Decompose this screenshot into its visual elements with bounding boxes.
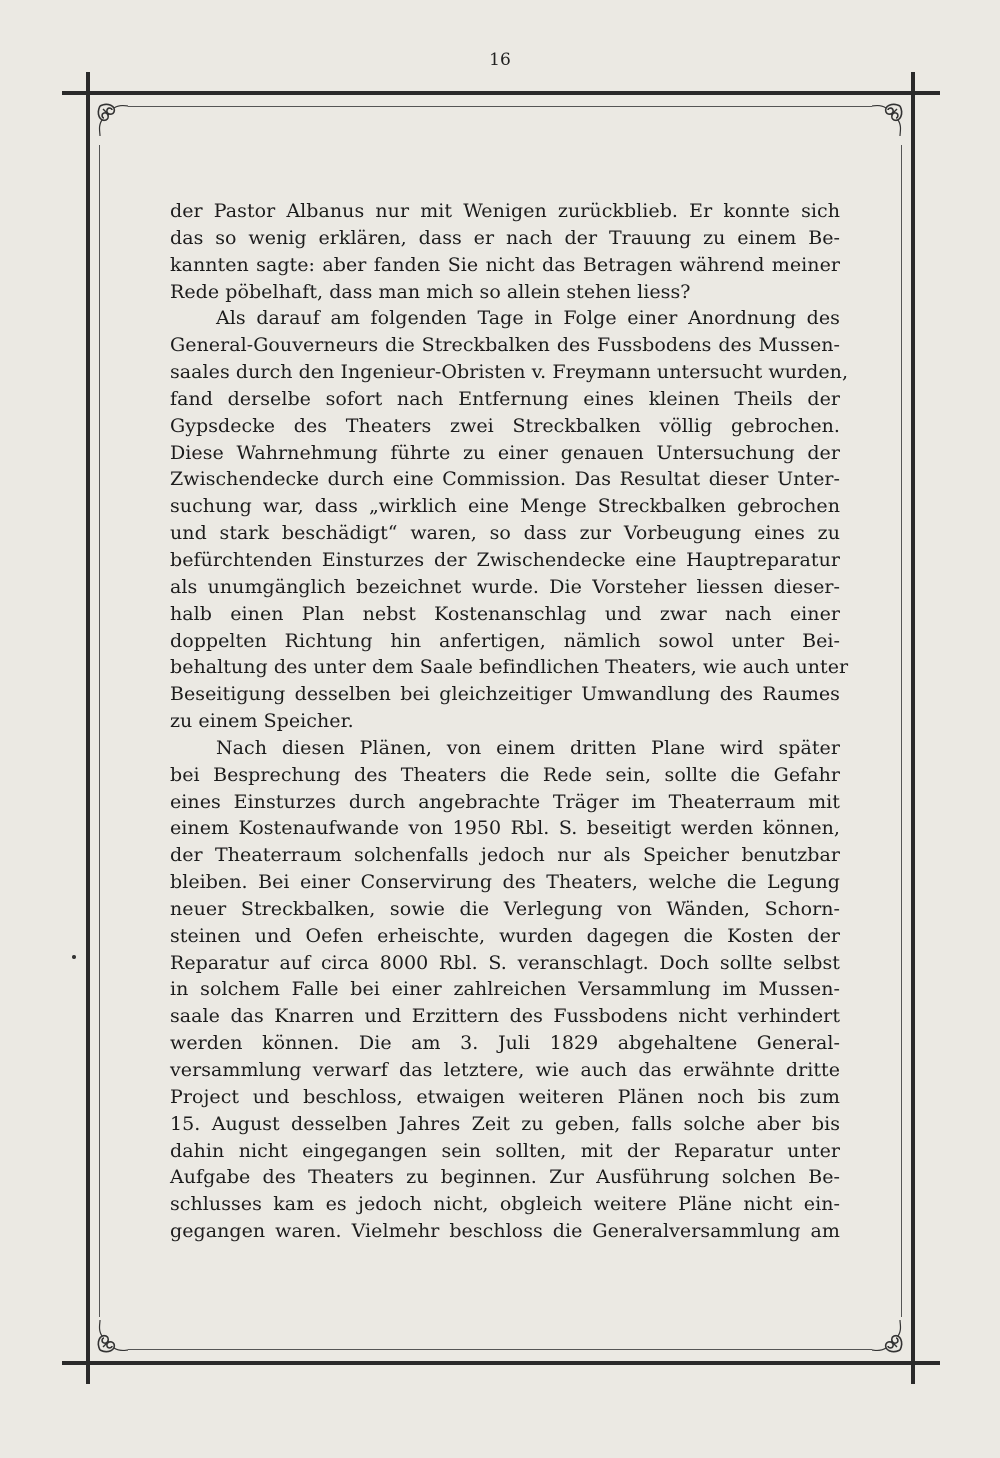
text-line: einem Kostenaufwande von 1950 Rbl. S. beseitigt werden können, — [170, 817, 840, 840]
text-line: General-Gouverneurs die Streckbalken des Fussbodens des Mussen- — [170, 334, 840, 357]
inner-frame-left — [99, 145, 100, 1317]
body-text — [170, 198, 849, 1245]
text-line: befürchtenden Einsturzes der Zwischendecke eine Hauptreparatur — [170, 548, 840, 571]
text-line: doppelten Richtung hin anfertigen, nämlich sowol unter Bei- — [170, 629, 840, 652]
text-line: steinen und Oefen erheischte, wurden dagegen die Kosten der — [170, 924, 840, 947]
text-line: das so wenig erklären, dass er nach der Trauung zu einem Be- — [170, 226, 840, 249]
text-line: Nach diesen Plänen, von einem dritten Plane wird später — [216, 736, 840, 759]
text-line: der Pastor Albanus nur mit Wenigen zurückblieb. Er konnte sich — [170, 200, 840, 222]
text-line: eines Einsturzes durch angebrachte Träger im Theaterraum mit — [170, 790, 840, 813]
text-line: bei Besprechung des Theaters die Rede sein, sollte die Gefahr — [170, 763, 840, 786]
ink-speck — [72, 955, 76, 959]
inner-frame-top — [128, 106, 872, 107]
text-line: Rede pöbelhaft, dass man mich so allein stehen liess? — [170, 280, 691, 303]
text-line: werden können. Die am 3. Juli 1829 abgehaltene General- — [170, 1032, 840, 1055]
text-line: saales durch den Ingenieur-Obristen v. Freymann untersucht wurden, — [170, 361, 849, 384]
frame-rule-right — [911, 72, 915, 1384]
text-line: Gypsdecke des Theaters zwei Streckbalken völlig gebrochen. — [170, 414, 840, 437]
text-line: der Theaterraum solchenfalls jedoch nur als Speicher benutzbar — [170, 844, 840, 867]
text-line: Als darauf am folgenden Tage in Folge einer Anordnung des — [216, 307, 840, 330]
frame-rule-bottom — [62, 1361, 940, 1365]
text-line: schlusses kam es jedoch nicht, obgleich weitere Pläne nicht ein- — [170, 1193, 840, 1216]
inner-frame-right — [901, 145, 902, 1317]
text-line: saale das Knarren und Erzittern des Fussbodens nicht verhindert — [170, 1005, 840, 1028]
text-line: dahin nicht eingegangen sein sollten, mit der Reparatur unter — [170, 1139, 840, 1162]
text-line: versammlung verwarf das letztere, wie auch das erwähnte dritte — [170, 1059, 840, 1081]
text-line: Aufgabe des Theaters zu beginnen. Zur Ausführung solchen Be- — [170, 1166, 840, 1189]
text-line: Diese Wahrnehmung führte zu einer genauen Untersuchung der — [170, 441, 840, 464]
scroll-flourish-icon — [94, 1312, 138, 1356]
scroll-flourish-icon — [94, 100, 138, 144]
text-line: kannten sagte: aber fanden Sie nicht das Betragen während meiner — [170, 253, 840, 276]
inner-frame-bottom — [128, 1349, 872, 1350]
text-line: 15. August desselben Jahres Zeit zu geben, falls solche aber bis — [170, 1112, 840, 1135]
text-line: halb einen Plan nebst Kostenanschlag und zwar nach einer — [170, 602, 840, 625]
text-line: und stark beschädigt“ waren, so dass zur Vorbeugung eines zu — [170, 522, 840, 545]
text-line: gegangen waren. Vielmehr beschloss die Generalversammlung am — [170, 1220, 840, 1243]
text-line: Project und beschloss, etwaigen weiteren Plänen noch bis zum — [170, 1085, 840, 1108]
frame-rule-left — [86, 72, 90, 1384]
text-line: Beseitigung desselben bei gleichzeitiger Umwandlung des Raumes — [170, 683, 840, 706]
text-line: neuer Streckbalken, sowie die Verlegung von Wänden, Schorn- — [170, 897, 840, 920]
text-line: Reparatur auf circa 8000 Rbl. S. veranschlagt. Doch sollte selbst — [170, 951, 840, 974]
text-line: fand derselbe sofort nach Entfernung eines kleinen Theils der — [170, 387, 840, 410]
page-number: 16 — [489, 50, 511, 70]
text-line: in solchem Falle bei einer zahlreichen Versammlung im Mussen- — [170, 978, 840, 1001]
text-line: Zwischendecke durch eine Commission. Das Resultat dieser Unter- — [170, 468, 840, 491]
text-line: als unumgänglich bezeichnet wurde. Die Vorsteher liessen dieser- — [170, 575, 840, 598]
text-line: behaltung des unter dem Saale befindlichen Theaters, wie auch unter — [170, 656, 849, 679]
text-line: bleiben. Bei einer Conservirung des Theaters, welche die Legung — [170, 871, 840, 894]
frame-rule-top — [62, 91, 940, 95]
text-line: zu einem Speicher. — [170, 710, 354, 733]
scroll-flourish-icon — [862, 1312, 906, 1356]
text-line: suchung war, dass „wirklich eine Menge Streckbalken gebrochen — [170, 495, 840, 518]
scroll-flourish-icon — [862, 100, 906, 144]
